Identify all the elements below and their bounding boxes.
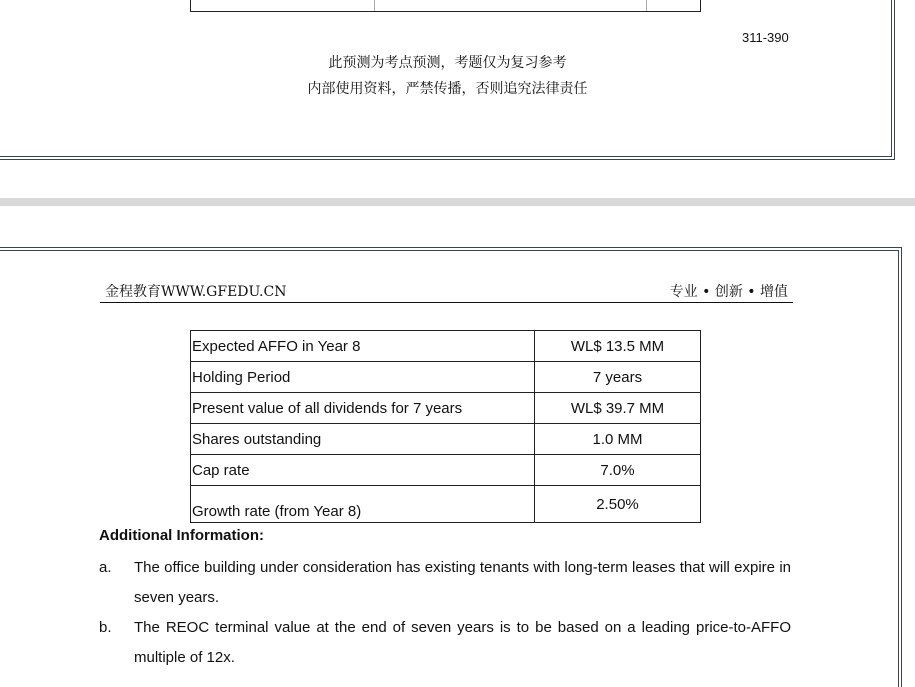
row-value: 7.0% bbox=[535, 455, 701, 486]
list-text: The REOC terminal value at the end of seven years is to be based on a leading price-to-AFFO multiple of 12x. bbox=[134, 619, 791, 666]
row-value: 2.50% bbox=[535, 486, 701, 523]
row-label: Present value of all dividends for 7 years bbox=[191, 393, 535, 424]
row-label: Growth rate (from Year 8) bbox=[191, 486, 535, 523]
current-page bbox=[0, 247, 902, 687]
list-marker: a. bbox=[99, 559, 112, 576]
page-header-right: 专业 • 创新 • 增值 bbox=[669, 284, 788, 300]
table-row bbox=[191, 486, 701, 523]
page-code: 311-390 bbox=[742, 30, 789, 45]
valuation-table bbox=[190, 330, 701, 523]
table-remnant bbox=[190, 0, 701, 12]
notice-line-2: 内部使用资料，严禁传播，否则追究法律责任 bbox=[307, 81, 588, 97]
row-label: Holding Period bbox=[191, 362, 535, 393]
table-row bbox=[191, 455, 701, 486]
table-row bbox=[191, 362, 701, 393]
row-value: 1.0 MM bbox=[535, 424, 701, 455]
page-separator bbox=[0, 198, 915, 206]
list-marker: b. bbox=[99, 619, 112, 636]
page-header-left: 金程教育WWW.GFEDU.CN bbox=[105, 284, 287, 300]
table-row bbox=[191, 393, 701, 424]
header-rule bbox=[100, 302, 793, 303]
row-label: Cap rate bbox=[191, 455, 535, 486]
row-value: WL$ 13.5 MM bbox=[535, 331, 701, 362]
row-label: Expected AFFO in Year 8 bbox=[191, 331, 535, 362]
row-value: WL$ 39.7 MM bbox=[535, 393, 701, 424]
table-row bbox=[191, 331, 701, 362]
notice-line-1: 此预测为考点预测，考题仅为复习参考 bbox=[328, 55, 567, 71]
additional-info-title: Additional Information: bbox=[99, 527, 264, 544]
previous-page bbox=[0, 0, 895, 160]
list-text: The office building under consideration has existing tenants with long-term leases that will expire in seven years. bbox=[134, 559, 791, 606]
row-label: Shares outstanding bbox=[191, 424, 535, 455]
table-row bbox=[191, 424, 701, 455]
row-value: 7 years bbox=[535, 362, 701, 393]
